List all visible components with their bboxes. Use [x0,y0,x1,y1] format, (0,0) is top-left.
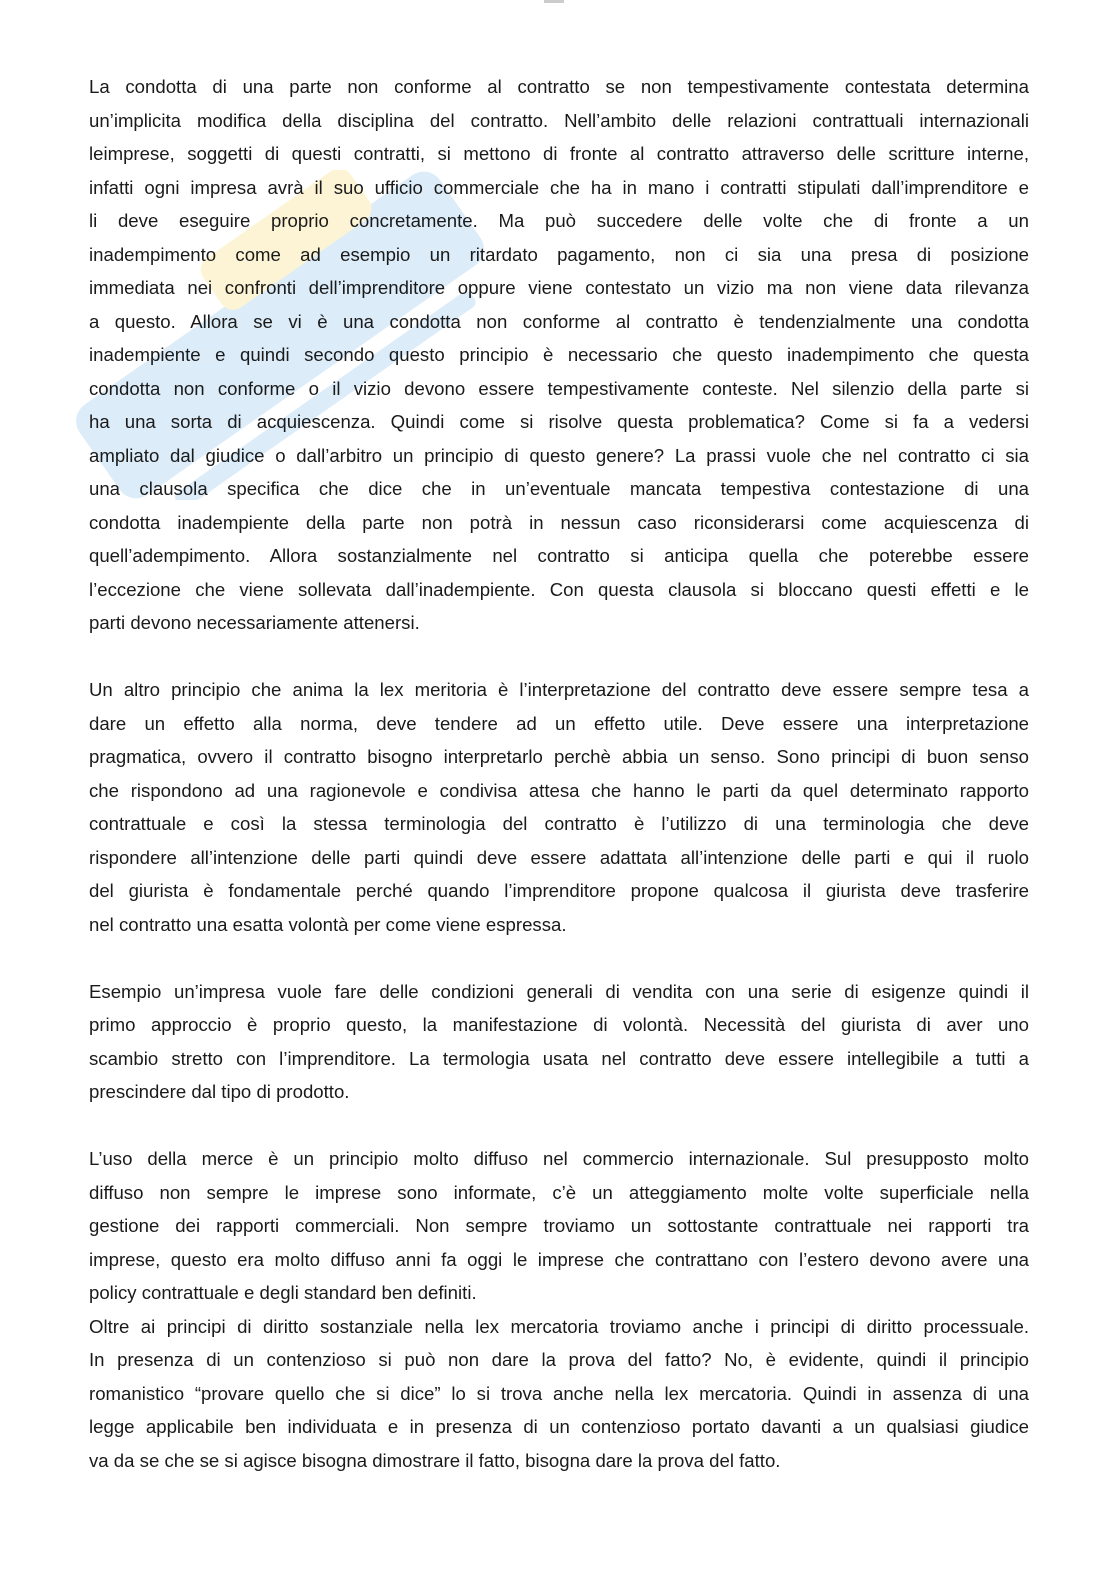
paragraph [89,975,1029,1109]
paragraph [89,673,1029,941]
text-line: romanistico “provare quello che si dice” lo si trova anche nella lex mercatoria. Quindi in assenza di una [89,1382,1029,1404]
text-line: un’implicita modifica della disciplina del contratto. Nell’ambito delle relazioni contrattuali internazionali [89,109,1029,131]
text-line: ampliato dal giudice o dall’arbitro un principio di questo genere? La prassi vuole che nel contratto ci sia [89,444,1029,466]
paragraph [89,1142,1029,1310]
text-line: che rispondono ad una ragionevole e condivisa attesa che hanno le parti da quel determinato rapporto [89,779,1029,801]
text-line: gestione dei rapporti commerciali. Non sempre troviamo un sottostante contrattuale nei rapporti tra [89,1215,1029,1236]
text-line: prescindere dal tipo di prodotto. [89,1081,350,1102]
text-line: ha una sorta di acquiescenza. Quindi come si risolve questa problematica? Come si fa a vedersi [89,411,1029,432]
text-line: imprese, questo era molto diffuso anni fa oggi le imprese che contrattano con l’estero devono avere una [89,1248,1029,1270]
text-line: del giurista è fondamentale perché quando l’imprenditore propone qualcosa il giurista deve trasferire [89,880,1029,901]
text-line: una clausola specifica che dice che in un’eventuale mancata tempestiva contestazione di una [89,478,1029,499]
text-line: La condotta di una parte non conforme al contratto se non tempestivamente contestata determina [89,76,1029,97]
header-mark [544,0,564,3]
text-line: L’uso della merce è un principio molto diffuso nel commercio internazionale. Sul presupposto molto [89,1148,1029,1169]
text-line: Un altro principio che anima la lex meritoria è l’interpretazione del contratto deve essere sempre tesa a [89,679,1029,700]
text-line: li deve eseguire proprio concretamente. Ma può succedere delle volte che di fronte a un [89,210,1029,231]
text-line: inadempiente e quindi secondo questo principio è necessario che questo inadempimento che questa [89,344,1029,365]
text-line: l’eccezione che viene sollevata dall’inadempiente. Con questa clausola si bloccano questi effetti e le [89,578,1029,600]
paragraph [89,70,1029,640]
text-line: leimprese, soggetti di questi contratti, si mettono di fronte al contratto attraverso delle scritture interne, [89,143,1029,164]
text-line: va da se che se si agisce bisogna dimostrare il fatto, bisogna dare la prova del fatto. [89,1449,781,1471]
text-line: infatti ogni impresa avrà il suo ufficio commerciale che ha in mano i contratti stipulati dall’imprenditore e [89,176,1029,198]
text-line: a questo. Allora se vi è una condotta non conforme al contratto è tendenzialmente una condotta [89,310,1029,332]
text-line: In presenza di un contenzioso si può non dare la prova del fatto? No, è evidente, quindi il principio [89,1349,1029,1370]
text-line: primo approccio è proprio questo, la manifestazione di volontà. Necessità del giurista di aver uno [89,1014,1029,1035]
text-line: pragmatica, ovvero il contratto bisogno interpretarlo perchè abbia un senso. Sono principi di buon senso [89,746,1029,767]
text-line: condotta non conforme o il vizio devono essere tempestivamente conteste. Nel silenzio della parte si [89,377,1029,399]
text-line: contrattuale e così la stessa terminologia del contratto è l’utilizzo di una terminologia che deve [89,813,1029,834]
document-body [89,70,1029,1511]
text-line: parti devono necessariamente attenersi. [89,612,420,633]
text-line: policy contrattuale e degli standard ben definiti. [89,1282,477,1303]
text-line: immediata nei confronti dell’imprenditore oppure viene contestato un vizio ma non viene data rilevanza [89,277,1029,298]
paragraph [89,1310,1029,1478]
text-line: legge applicabile ben individuata e in presenza di un contenzioso portato davanti a un qualsiasi giudice [89,1416,1029,1437]
text-line: Esempio un’impresa vuole fare delle condizioni generali di vendita con una serie di esigenze quindi il [89,980,1029,1002]
text-line: inadempimento come ad esempio un ritardato pagamento, non ci sia una presa di posizione [89,243,1029,265]
text-line: nel contratto una esatta volontà per come viene espressa. [89,913,567,935]
text-line: scambio stretto con l’imprenditore. La termologia usata nel contratto deve essere intellegibile a tutti a [89,1047,1029,1069]
text-line: condotta inadempiente della parte non potrà in nessun caso riconsiderarsi come acquiescenza di [89,511,1029,533]
text-line: dare un effetto alla norma, deve tendere ad un effetto utile. Deve essere una interpretazione [89,712,1029,734]
text-line: rispondere all’intenzione delle parti quindi deve essere adattata all’intenzione delle parti e qui il ruolo [89,846,1029,868]
text-line: quell’adempimento. Allora sostanzialmente nel contratto si anticipa quella che poterebbe essere [89,545,1029,566]
text-line: diffuso non sempre le imprese sono informate, c’è un atteggiamento molte volte superficiale nella [89,1181,1029,1203]
text-line: Oltre ai principi di diritto sostanziale nella lex mercatoria troviamo anche i principi di diritto processuale. [89,1315,1029,1337]
